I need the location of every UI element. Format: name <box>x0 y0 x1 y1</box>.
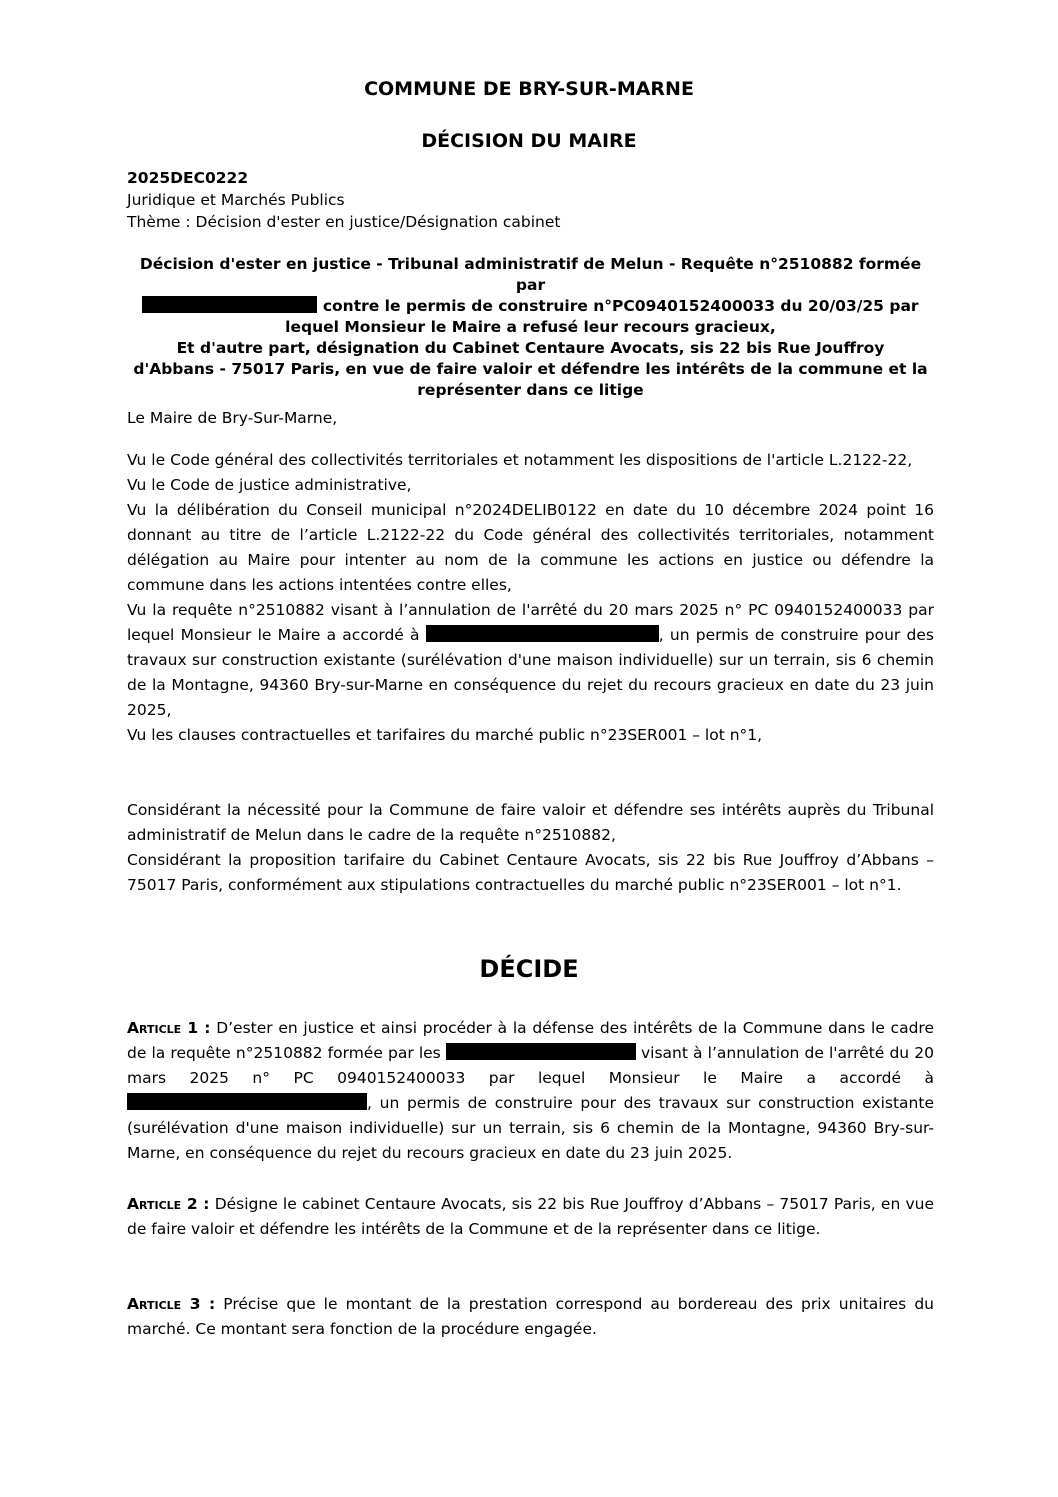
article-1-text-b: visant à l’annulation de l'arrêté du 20 mars 2025 n° PC 0940152400033 par lequel Monsieur le Maire a accordé à <box>127 1044 934 1087</box>
title-line-6: représenter dans ce litige <box>417 381 644 399</box>
decision-meta <box>127 167 937 233</box>
visa-cja: Vu le Code de justice administrative, <box>127 476 412 494</box>
decision-title <box>127 254 934 401</box>
opening-text: Le Maire de Bry-Sur-Marne, <box>127 409 338 427</box>
article-2 <box>127 1192 934 1242</box>
commune-heading: COMMUNE DE BRY-SUR-MARNE <box>364 78 694 100</box>
visa-requete-text-b: , un permis de construire pour des travaux sur construction existante (surélévation d'une maison individuelle) sur un terrain, sis 6 chemin de la Montagne, 94360 Bry-sur-Marne en conséquence du rejet du recours gracieux en date du 23 juin 2025, <box>127 626 934 719</box>
article-1 <box>127 1016 934 1166</box>
opening-line <box>127 406 934 431</box>
redaction-block <box>142 296 317 313</box>
decision-reference: 2025DEC0222 <box>127 169 249 187</box>
service-name: Juridique et Marchés Publics <box>127 191 345 209</box>
article-3-label: Article 3 : <box>127 1295 216 1313</box>
article-1-text-a: D’ester en justice et ainsi procéder à la défense des intérêts de la Commune dans le cadre de la requête n°2510882 formée par les <box>127 1019 934 1062</box>
article-2-text: Désigne le cabinet Centaure Avocats, sis 22 bis Rue Jouffroy d’Abbans – 75017 Paris, en vue de faire valoir et défendre les intérêts de la Commune et de la représenter dans ce litige. <box>127 1195 934 1238</box>
visas-section <box>127 448 934 748</box>
visa-cgct: Vu le Code général des collectivités territoriales et notamment les dispositions de l'article L.2122-22, <box>127 451 913 469</box>
visa-requete <box>127 598 934 723</box>
redaction-block <box>446 1043 636 1060</box>
title-line-2-text: contre le permis de construire n°PC0940152400033 du 20/03/25 par <box>322 297 919 315</box>
article-1-text-c: , un permis de construire pour des travaux sur construction existante (surélévation d'une maison individuelle) sur un terrain, sis 6 chemin de la Montagne, 94360 Bry-sur-Marne, en conséquence du rejet du recours gracieux en date du 23 juin 2025. <box>127 1094 934 1162</box>
decision-heading: DÉCISION DU MAIRE <box>421 130 637 152</box>
decision-theme: Thème : Décision d'ester en justice/Désignation cabinet <box>127 213 561 231</box>
redaction-block <box>127 1093 367 1110</box>
considerants-section <box>127 798 934 898</box>
title-line-1: Décision d'ester en justice - Tribunal administratif de Melun - Requête n°2510882 formée par <box>139 255 922 294</box>
title-line-5: d'Abbans - 75017 Paris, en vue de faire valoir et défendre les intérêts de la commune et la <box>133 360 928 378</box>
title-line-4: Et d'autre part, désignation du Cabinet Centaure Avocats, sis 22 bis Rue Jouffroy <box>176 339 885 357</box>
title-line-3: lequel Monsieur le Maire a refusé leur recours gracieux, <box>285 318 776 336</box>
considerant-1: Considérant la nécessité pour la Commune de faire valoir et défendre ses intérêts auprès du Tribunal administratif de Melun dans le cadre de la requête n°2510882, <box>127 801 934 844</box>
visa-requete-text-a: Vu la requête n°2510882 visant à l’annulation de l'arrêté du 20 mars 2025 n° PC 0940152400033 par lequel Monsieur le Maire a accordé à <box>127 601 934 644</box>
article-2-label: Article 2 : <box>127 1195 210 1213</box>
article-3-text: Précise que le montant de la prestation correspond au bordereau des prix unitaires du marché. Ce montant sera fonction de la procédure engagée. <box>127 1295 934 1338</box>
decide-heading: DÉCIDE <box>479 955 579 983</box>
article-3 <box>127 1292 934 1342</box>
considerant-2: Considérant la proposition tarifaire du Cabinet Centaure Avocats, sis 22 bis Rue Jouffroy d’Abbans – 75017 Paris, conformément aux stipulations contractuelles du marché public n°23SER001 – lot n°1. <box>127 851 934 894</box>
redaction-block <box>426 625 659 642</box>
visa-marche: Vu les clauses contractuelles et tarifaires du marché public n°23SER001 – lot n°1, <box>127 726 763 744</box>
article-1-label: Article 1 : <box>127 1019 211 1037</box>
visa-deliberation: Vu la délibération du Conseil municipal n°2024DELIB0122 en date du 10 décembre 2024 point 16 donnant au titre de l’article L.2122-22 du Code général des collectivités territoriales, notamment délégation au Maire pour intenter au nom de la commune les actions en justice ou défendre la commune dans les actions intentées contre elles, <box>127 501 934 594</box>
title-line-2 <box>127 296 934 317</box>
